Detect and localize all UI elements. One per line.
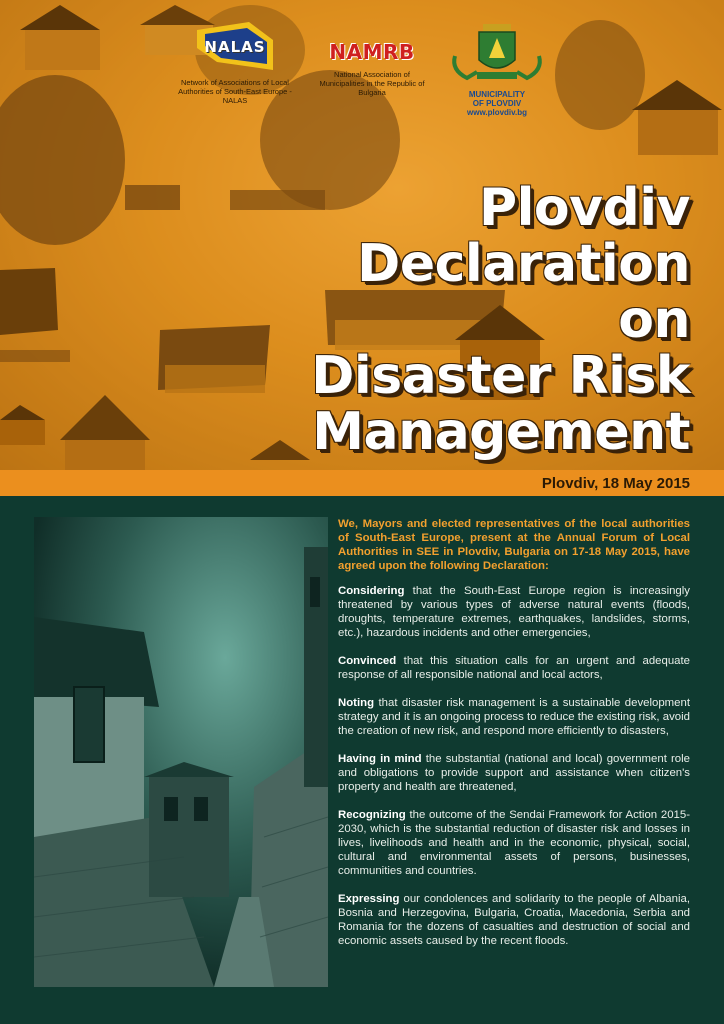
title-line-4: Disaster Risk (311, 346, 690, 406)
plovdiv-coat-of-arms-icon (447, 22, 547, 84)
namrb-logo (312, 22, 432, 97)
hero-flood-image (0, 0, 724, 470)
paragraph-lead: Expressing (338, 893, 400, 905)
date-band (0, 470, 724, 496)
old-town-street-photo (34, 517, 328, 987)
declaration-body (0, 496, 724, 1024)
nalas-wordmark: NALAS (204, 38, 266, 56)
paragraph-body: that disaster risk management is a sustainable development strategy and it is an ongoing process to reduce the existing risk, avoid the creation of new risk, and respond more efficiently to disasters, (338, 697, 690, 737)
nalas-logo (170, 22, 300, 105)
declaration-intro: We, Mayors and elected representatives of the local authorities of South-East Europe, present at the Annual Forum of Local Authorities in SEE in Plovdiv, Bulgaria on 17-18 May 2015, have agreed upon the following Declaration: (338, 518, 690, 572)
nalas-caption: Network of Associations of Local Authorities of South-East Europe - NALAS (178, 78, 292, 105)
title-line-3: on (618, 290, 690, 350)
namrb-wordmark: NAMRB (329, 40, 415, 64)
paragraph-body: the outcome of the Sendai Framework for Action 2015-2030, which is the substantial reduction of disaster risk and losses in lives, livelihoods and health and in the economic, physical, social, cultural and environmental assets of persons, businesses, communities and countries. (338, 809, 690, 877)
paragraph-lead: Considering (338, 585, 405, 597)
document-title (311, 180, 690, 460)
paragraph-lead: Convinced (338, 655, 397, 667)
paragraph-noting (338, 696, 690, 738)
plovdiv-old-town-illustration (34, 517, 328, 987)
title-line-5: Management (312, 402, 690, 462)
paragraph-lead: Noting (338, 697, 375, 709)
namrb-caption: National Association of Municipalities in the Republic of Bulgaria (319, 70, 425, 97)
nalas-emblem (197, 22, 273, 70)
plovdiv-caption-line1: MUNICIPALITY (468, 90, 526, 99)
plovdiv-caption-line2: OF PLOVDIV (472, 99, 522, 108)
title-line-1: Plovdiv (479, 178, 690, 238)
title-line-2: Declaration (357, 234, 690, 294)
paragraph-body: that the South-East Europe region is increasingly threatened by various types of adverse natural events (floods, droughts, temperature extremes, earthquakes, landslides, storms, etc.), hazardous incidents and other emergencies, (338, 585, 690, 639)
paragraph-body: that this situation calls for an urgent and adequate response of all responsible national and local actors, (338, 655, 690, 681)
paragraph-body: the substantial (national and local) government role and obligations to provide support and assistance when citizen's property and health are threatened, (338, 753, 690, 793)
paragraph-convinced (338, 654, 690, 682)
plovdiv-url[interactable]: www.plovdiv.bg (467, 108, 527, 117)
declaration-text (338, 517, 690, 962)
declaration-date: Plovdiv, 18 May 2015 (541, 475, 690, 492)
paragraph-expressing (338, 892, 690, 948)
paragraph-recognizing (338, 808, 690, 878)
paragraph-lead: Having in mind (338, 753, 422, 765)
paragraph-having-in-mind (338, 752, 690, 794)
partner-logos (0, 22, 724, 132)
plovdiv-municipality-logo (442, 22, 552, 117)
paragraph-body: our condolences and solidarity to the people of Albania, Bosnia and Herzegovina, Bulgaria, Croatia, Macedonia, Serbia and Romania for the dozens of casualties and destruction of social and economic assets caused by the recent floods. (338, 893, 690, 947)
paragraph-lead: Recognizing (338, 809, 406, 821)
paragraph-considering (338, 584, 690, 640)
